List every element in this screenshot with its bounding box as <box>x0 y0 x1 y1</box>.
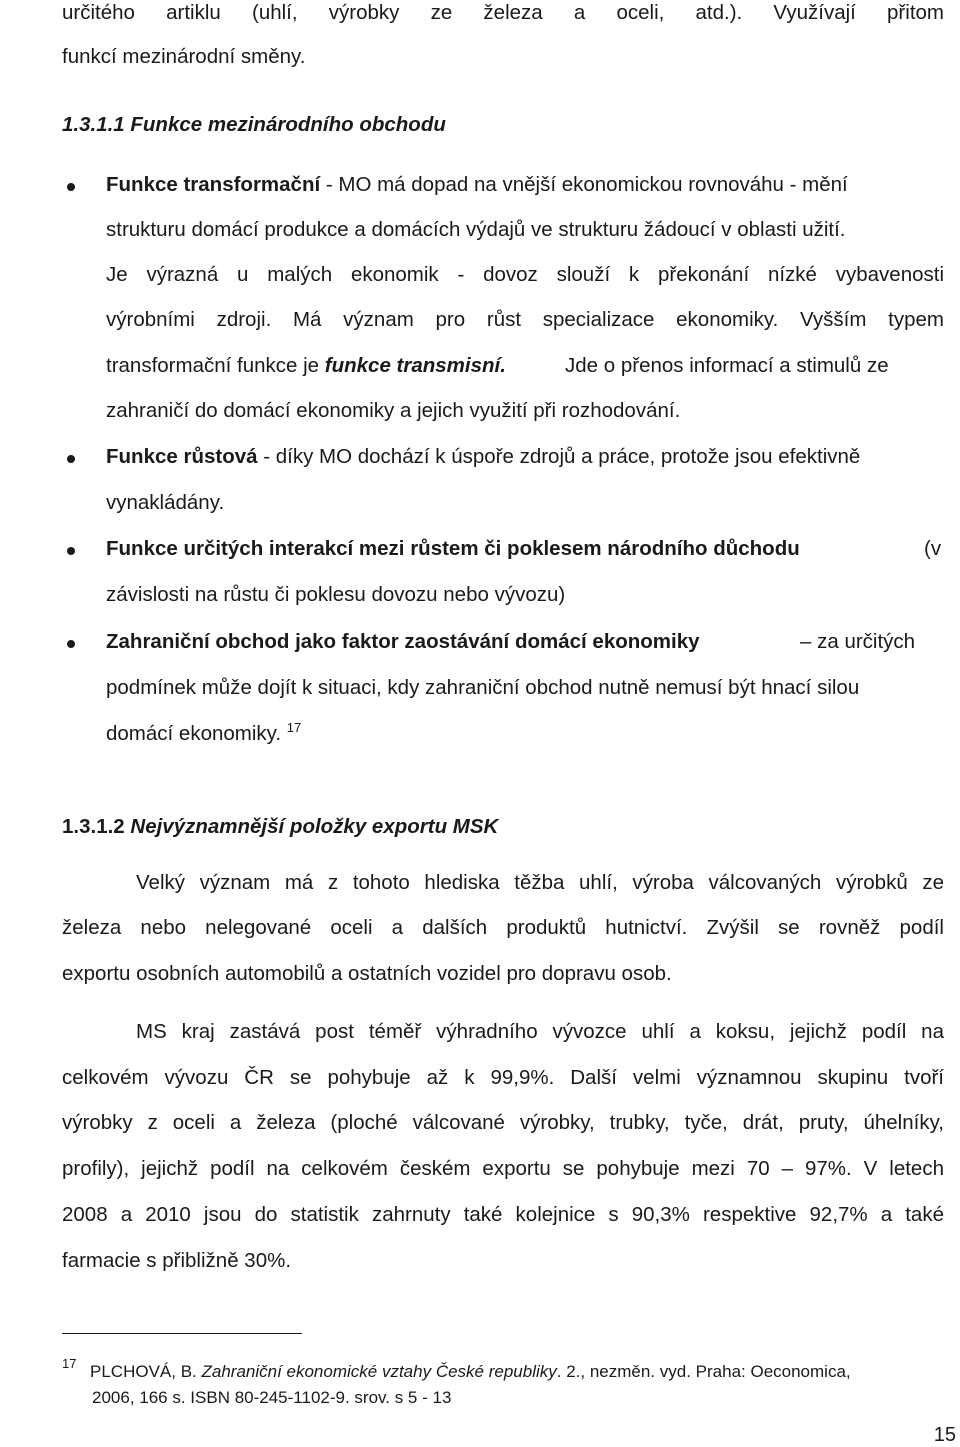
bullet-3-line-1: Funkce určitých interakcí mezi růstem či poklesem národního důchodu <box>106 537 800 560</box>
para2-line-4: profily), jejichž podíl na celkovém českém exportu se pohybuje mezi 70 – 97%. V letech <box>62 1157 944 1180</box>
section-heading-1: 1.3.1.1 Funkce mezinárodního obchodu <box>62 113 446 136</box>
bullet-4-line-1: Zahraniční obchod jako faktor zaostávání domácí ekonomiky <box>106 630 700 653</box>
bullet-1-line-3: Je výrazná u malých ekonomik - dovoz slouží k překonání nízké vybavenosti <box>106 263 944 286</box>
para1-line-3: exportu osobních automobilů a ostatních vozidel pro dopravu osob. <box>62 962 672 985</box>
bullet-1-line-5: transformační funkce je funkce transmisní. <box>106 354 506 377</box>
bullet-4-line-1b: – za určitých <box>800 630 916 653</box>
bullet-1-line-6: zahraničí do domácí ekonomiky a jejich využití při rozhodování. <box>106 399 681 422</box>
bullet-2-line-1: Funkce růstová - díky MO dochází k úspoře zdrojů a práce, protože jsou efektivně <box>106 445 861 468</box>
para1-line-2: železa nebo nelegované oceli a dalších produktů hutnictví. Zvýšil se rovněž podíl <box>62 916 944 939</box>
bullet-marker <box>67 640 75 648</box>
page-number: 15 <box>933 1424 956 1446</box>
bullet-1-line-5b: Jde o přenos informací a stimulů ze <box>565 354 889 377</box>
bullet-4-line-3: domácí ekonomiky. $^{17}$ <box>106 720 302 745</box>
section-heading-2: 1.3.1.2 Nejvýznamnější položky exportu MSK <box>62 815 499 838</box>
bullet-1-line-2: strukturu domácí produkce a domácích výdajů ve strukturu žádoucí v oblasti užití. <box>106 218 846 241</box>
bullet-1-line-4: výrobními zdroji. Má význam pro růst specializace ekonomiky. Vyšším typem <box>106 308 944 331</box>
para2-line-3: výrobky z oceli a železa (ploché válcované výrobky, trubky, tyče, drát, pruty, úhelníky, <box>62 1111 944 1134</box>
bullet-4-line-2: podmínek může dojít k situaci, kdy zahraniční obchod nutně nemusí být hnací silou <box>106 676 860 699</box>
para2-line-2: celkovém vývozu ČR se pohybuje až k 99,9%. Další velmi významnou skupinu tvoří <box>62 1066 944 1089</box>
bullet-marker <box>67 183 75 191</box>
para2-line-1: MS kraj zastává post téměř výhradního vývozce uhlí a koksu, jejichž podíl na <box>136 1020 944 1043</box>
footnote-number: 17 <box>62 1356 77 1371</box>
bullet-3-line-2: závislosti na růstu či poklesu dovozu nebo vývozu) <box>106 583 566 606</box>
bullet-1-line-1: Funkce transformační - MO má dopad na vnější ekonomickou rovnováhu - mění <box>106 173 848 196</box>
footnote-line-2: 2006, 166 s. ISBN 80-245-1102-9. srov. s 5 - 13 <box>92 1388 452 1407</box>
bullet-marker <box>67 455 75 463</box>
bullet-3-line-1b: (v <box>924 537 942 560</box>
bullet-2-line-2: vynakládány. <box>106 491 225 514</box>
bullet-marker <box>67 547 75 555</box>
footnote-line-1: PLCHOVÁ, B. Zahraniční ekonomické vztahy České republiky. 2., nezměn. vyd. Praha: Oeconomica, <box>90 1362 851 1381</box>
para2-line-6: farmacie s přibližně 30%. <box>62 1249 292 1272</box>
para2-line-5: 2008 a 2010 jsou do statistik zahrnuty také kolejnice s 90,3% respektive 92,7% a také <box>62 1203 944 1226</box>
intro-line-1: určitého artiklu (uhlí, výrobky ze železa a oceli, atd.). Využívají přitom <box>62 1 944 24</box>
intro-line-2: funkcí mezinárodní směny. <box>62 45 306 68</box>
footnote-separator <box>62 1333 302 1334</box>
para1-line-1: Velký význam má z tohoto hlediska těžba uhlí, výroba válcovaných výrobků ze <box>136 871 944 894</box>
footnote-ref[interactable]: 17 <box>286 720 302 736</box>
